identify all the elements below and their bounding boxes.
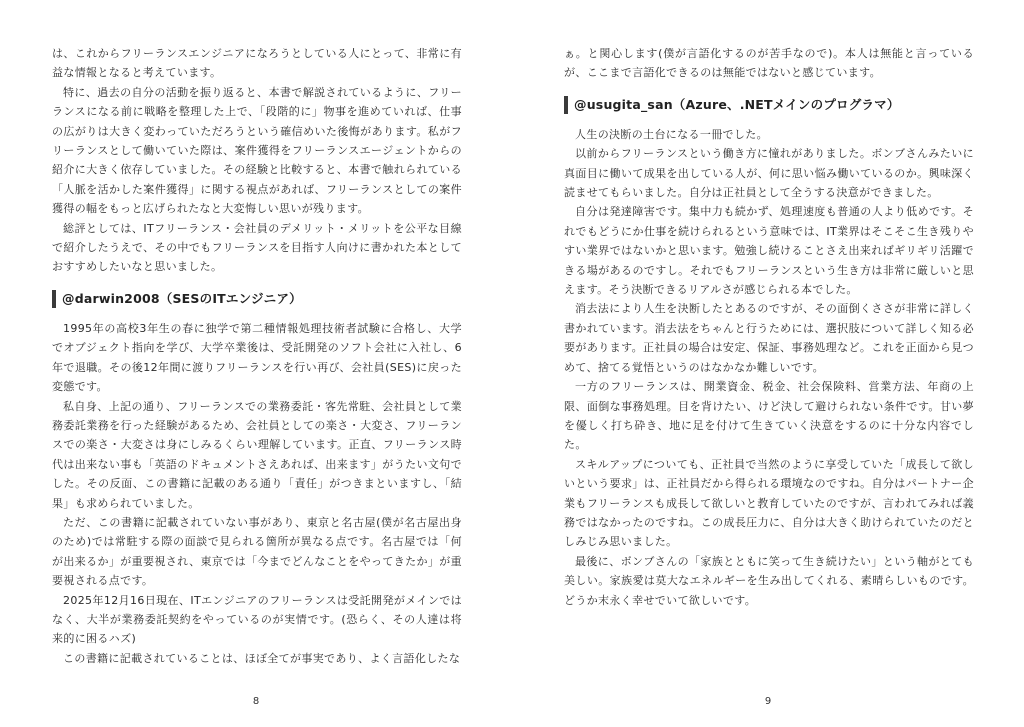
paragraph: 一方のフリーランスは、開業資金、税金、社会保険料、営業方法、年商の上限、面倒な事務処理。目を背けたい、けど決して避けられない条件です。甘い夢を優しく打ち砕き、地に足を付けて生きていく決意をするのに十分な内容でした。 (564, 380, 974, 452)
paragraph: 1995年の高校3年生の春に独学で第二種情報処理技術者試験に合格し、大学でオブジェクト指向を学び、大学卒業後は、受託開発のソフト会社に入社し、6年で退職。その後12年間に渡りフリーランスを行い再び、会社員(SES)に戻った変態です。 (52, 321, 462, 394)
section-heading: @usugita_san（Azure、.NETメインのプログラマ） (564, 96, 974, 114)
paragraph: ぁ。と関心します(僕が言語化するのが苦手なので)。本人は無能と言っているが、ここまで言語化できるのは無能ではないと感じています。 (564, 47, 974, 80)
page-number: 9 (764, 696, 772, 707)
paragraph: 自分は発達障害です。集中力も続かず、処理速度も普通の人より低めです。それでもどうにか仕事を続けられるという意味では、IT業界はそこそこ生き残りやすい業界ではないかと思います。勉強し続けることさえ出来ればギリギリ活躍できる場があるのですし。それでもフリーランスという生き方は非常に厳しいと思えます。そう決断できるリアルさが感じられる本でした。 (564, 205, 974, 297)
paragraph: は、これからフリーランスエンジニアになろうとしている人にとって、非常に有益な情報となると考えています。 (52, 47, 462, 80)
paragraph: ただ、この書籍に記載されていない事があり、東京と名古屋(僕が名古屋出身のため)では常駐する際の面談で見られる箇所が異なる点です。名古屋では「何が出来るか」が重要視され、東京では「今までどんなことをやってきたか」が重要視される点です。 (52, 515, 462, 588)
paragraph: 以前からフリーランスという働き方に憧れがありました。ボンブさんみたいに真面目に働いて成果を出している人が、何に思い悩み働いているのか。興味深く読ませてもらいました。自分は正社員として全うする決意ができました。 (564, 147, 974, 200)
paragraph: 私自身、上記の通り、フリーランスでの業務委託・客先常駐、会社員として業務委託業務を行った経験があるため、会社員としての楽さ・大変さ、フリーランスでの楽さ・大変さは身にしみるくらい理解しています。正直、フリーランス時代は出来ない事も「英語のドキュメントさえあれば、出来ます」がうたい文句でした。その反面、この書籍に記載のある通り「責任」がつきまといますし、「結果」も求められていました。 (52, 399, 462, 510)
paragraph: 2025年12月16日現在、ITエンジニアのフリーランスは受託開発がメインではなく、大半が業務委託契約をやっているのが実情です。(恐らく、その人達は将来的に困るハズ) (52, 593, 462, 646)
paragraph: この書籍に記載されていることは、ほぼ全てが事実であり、よく言語化したな (63, 651, 461, 665)
paragraph: 総評としては、ITフリーランス・会社員のデメリット・メリットを公平な目線で紹介したうえで、その中でもフリーランスを目指す人向けに書かれた本としておすすめしたいなと思いました。 (52, 221, 462, 274)
paragraph: スキルアップについても、正社員で当然のように享受していた「成長して欲しいという要求」は、正社員だから得られる環境なのですね。自分はパートナー企業もフリーランスも成長して欲しいと教育していたのですが、言われてみれば義務ではなかったのですね。この成長圧力に、自分は大きく助けられていたのだとしみじみ思いました。 (564, 457, 974, 549)
right-text-block (564, 44, 974, 610)
page-number: 8 (252, 696, 260, 707)
paragraph: 特に、過去の自分の活動を振り返ると、本書で解説されているように、フリーランスになる前に戦略を整理した上で、「段階的に」物事を進めていれば、仕事の広がりは大きく変わっていただろうという確信めいた後悔があります。私がフリーランスとして働いていた際は、案件獲得をフリーランスエージェントからの紹介に大きく依存していました。その経験と比較すると、本書で触れられている「人脈を活かした案件獲得」に関する視点があれば、フリーランスとしての案件獲得の幅をもっと広げられたなと大変悔しい思いが残ります。 (52, 85, 462, 216)
section-heading: @darwin2008（SESのITエンジニア） (52, 290, 462, 308)
paragraph: 人生の決断の土台になる一冊でした。 (575, 127, 768, 141)
paragraph: 消去法により人生を決断したとあるのですが、その面倒くささが非常に詳しく書かれています。消去法をちゃんと行うためには、選択肢について詳しく知る必要があります。正社員の場合は安定、保証、事務処理など。これを正面から見つめて、捨てる覚悟というのはなかなか難しいです。 (564, 302, 974, 374)
right-page (512, 0, 1024, 727)
paragraph: 最後に、ボンブさんの「家族とともに笑って生き続けたい」という軸がとても美しい。家族愛は莫大なエネルギーを生み出してくれる、素晴らしいものです。どうか末永く幸せでいて欲しいです。 (564, 554, 974, 607)
left-text-block (52, 44, 462, 668)
